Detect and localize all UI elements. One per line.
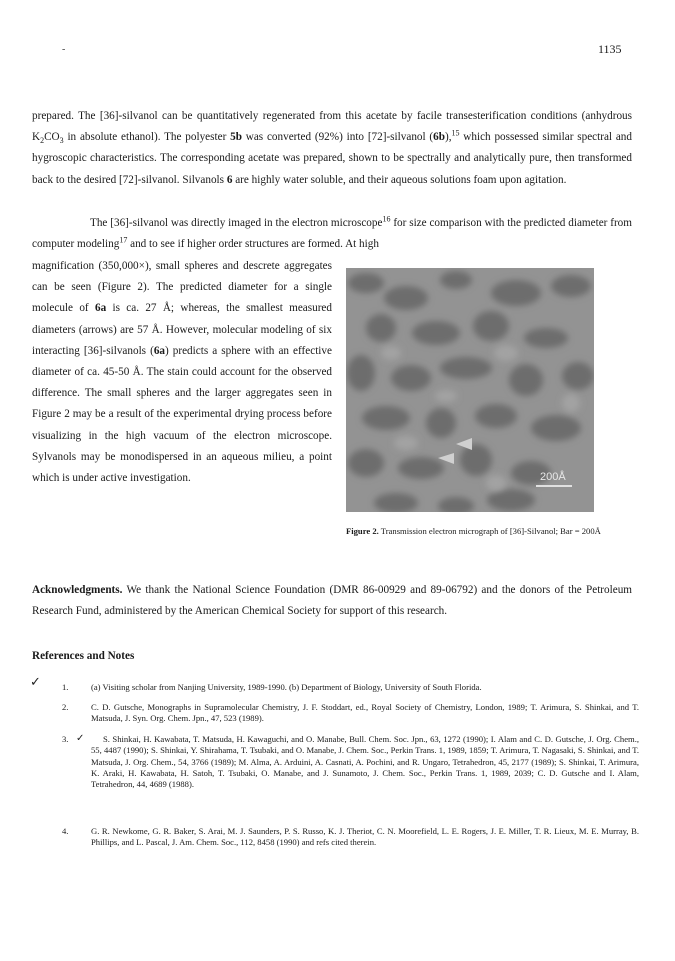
margin-tick-mark: - [62,44,66,55]
handwritten-mark: ✓ [30,675,41,690]
paragraph-magnification-column: magnification (350,000×), small spheres and descrete aggregates can be seen (Figure 2). The predicted diameter for a single molecule of 6a is ca. 27 Å; whereas, the smallest measured diameters (arrows) are 57 Å. However, molecular modeling of six interacting [36]-silvanols (6a) predicts a sphere with an effective diameter of ca. 45-50 Å. The stain could account for the observed difference. The small spheres and the larger aggregates seen in Figure 2 may be a result of the experimental drying process before visualizing in the high vacuum of the electron microscope. Sylvanols may be monodispersed in an aqueous milieu, a point which is under active investigation. [32,260,332,485]
paragraph-acetate-regeneration: prepared. The [36]-silvanol can be quantitatively regenerated from this acetate by facile transesterification conditions (anhydrous $K_2CO_3$ in absolute ethanol). The polyester 5b was converted (92%) into [72]-silvanol (6b),$^{15}$ which possessed similar spectral and hygroscopic characteristics. The corresponding acetate was prepared, shown to be spectrally and analytically pure, then transformed back to the desired [72]-silvanol. Silvanols 6 are highly water soluble, and their aqueous solutions foam upon agitation. [32,110,632,186]
acknowledgments-paragraph: Acknowledgments. We thank the National Science Foundation (DMR 86-00929 and 89-06792) and the donors of the Petroleum Research Fund, administered by the American Chemical Society for support of this research. [32,584,632,618]
micrograph-texture [346,268,594,512]
figure-caption: Figure 2. Transmission electron micrograph of [36]-Silvanol; Bar = 200Å [346,526,601,536]
handwritten-mark: ✓ [76,733,85,744]
electron-micrograph-image [346,268,594,512]
paragraph-electron-microscope: The [36]-silvanol was directly imaged in the electron microscope$^{16}$ for size comparison with the predicted diameter from computer modeling$^{17}$ and to see if higher order structures are formed. At high [32,214,632,251]
references-heading: References and Notes [32,650,135,662]
page-number: 1135 [598,42,622,56]
scale-bar-label: 200Å [540,471,566,483]
